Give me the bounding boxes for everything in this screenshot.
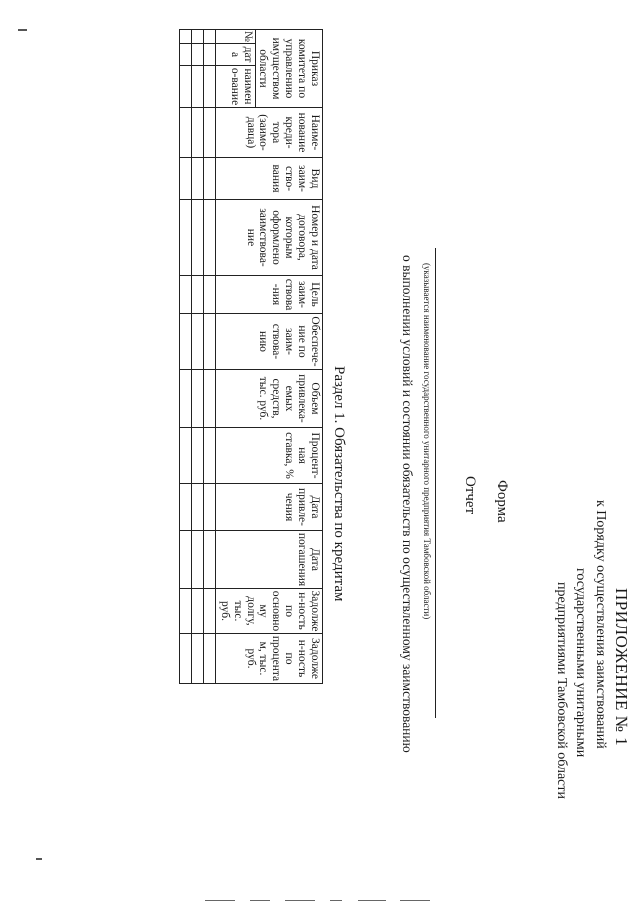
table-cell	[191, 589, 203, 634]
table-cell	[191, 66, 203, 108]
report-subject-line: о выполнении условий и состоянии обязательств по осуществленному заимствованию	[400, 255, 415, 753]
table-cell	[203, 589, 215, 634]
table-cell	[179, 66, 191, 108]
scan-edge-mark	[285, 900, 315, 901]
table-cell	[191, 108, 203, 158]
scan-speck	[36, 858, 42, 860]
table-cell	[191, 276, 203, 314]
form-label: Форма	[494, 480, 510, 523]
report-heading: Отчет	[462, 476, 478, 515]
table-cell	[179, 200, 191, 276]
scan-edge-mark	[330, 900, 342, 901]
header-order-date: дата	[215, 44, 255, 66]
table-cell	[203, 634, 215, 684]
scan-edge-mark	[358, 900, 386, 901]
table-cell	[179, 370, 191, 428]
table-cell	[179, 589, 191, 634]
table-row	[179, 30, 191, 684]
enterprise-name-blank-line	[435, 248, 436, 718]
table-cell	[191, 314, 203, 370]
table-cell	[191, 634, 203, 684]
table-cell	[191, 44, 203, 66]
table-row	[203, 30, 215, 684]
header-main-debt: Задолжен-ность по основному долгу, тыс. руб.	[215, 589, 322, 634]
table-cell	[203, 200, 215, 276]
table-cell	[203, 44, 215, 66]
table-cell	[179, 108, 191, 158]
table-cell	[179, 314, 191, 370]
table-cell	[191, 484, 203, 531]
table-cell	[191, 158, 203, 200]
table-cell	[191, 531, 203, 589]
table-cell	[203, 158, 215, 200]
table-cell	[191, 428, 203, 484]
appendix-line-2: государственными унитарными	[573, 568, 588, 758]
table-cell	[203, 428, 215, 484]
header-number: №	[215, 30, 255, 44]
table-cell	[179, 634, 191, 684]
table-cell	[203, 484, 215, 531]
enterprise-name-caption: (указывается наименование государственного унитарного предприятия Тамбовской области)	[422, 263, 432, 620]
header-borrowing-kind: Вид заим-ство-вания	[215, 158, 322, 200]
table-cell	[179, 531, 191, 589]
header-contract: Номер и дата договора, которым оформлено заимствова-ние	[215, 200, 322, 276]
header-attraction-date: Дата привле-чения	[215, 484, 322, 531]
table-header-row	[255, 30, 322, 684]
document-sheet	[5, 8, 635, 898]
header-volume: Объем привлека-емых средств, тыс. руб.	[215, 370, 322, 428]
table-cell	[203, 66, 215, 108]
appendix-line-3: предприятиями Тамбовской области	[554, 582, 569, 799]
table-cell	[179, 30, 191, 44]
table-cell	[203, 314, 215, 370]
scan-edge-mark	[250, 900, 270, 901]
header-purpose: Цель заим-ствова-ния	[215, 276, 322, 314]
scan-edge-mark	[205, 900, 235, 901]
scan-speck	[18, 29, 27, 31]
table-cell	[203, 276, 215, 314]
credit-obligations-table	[179, 29, 323, 684]
header-order-group: Приказ комитета по управлению имуществом области	[255, 30, 322, 108]
scan-edge-mark	[400, 900, 430, 901]
header-security: Обеспече-ние по заим-ствова-нию	[215, 314, 322, 370]
table-cell	[179, 276, 191, 314]
table-cell	[203, 370, 215, 428]
appendix-line-1: к Порядку осуществления заимствований	[593, 500, 608, 749]
section-title: Раздел 1. Обязательства по кредитам	[331, 366, 347, 602]
table-cell	[203, 108, 215, 158]
table-cell	[203, 30, 215, 44]
table-cell	[203, 531, 215, 589]
header-repayment-date: Дата погашения	[215, 531, 322, 589]
header-order-name: наимено-вание	[215, 66, 255, 108]
table-cell	[179, 44, 191, 66]
header-interest-debt: Задолжен-ность по процентам, тыс. руб.	[215, 634, 322, 684]
appendix-title: ПРИЛОЖЕНИЕ № 1	[612, 588, 631, 747]
table-row	[191, 30, 203, 684]
table-cell	[191, 30, 203, 44]
table-cell	[179, 158, 191, 200]
table-cell	[191, 370, 203, 428]
header-creditor: Наиме-нование креди-тора (заимо-давца)	[215, 108, 322, 158]
table-cell	[191, 200, 203, 276]
table-cell	[179, 428, 191, 484]
table-cell	[179, 484, 191, 531]
header-interest-rate: Процент-ная ставка, %	[215, 428, 322, 484]
